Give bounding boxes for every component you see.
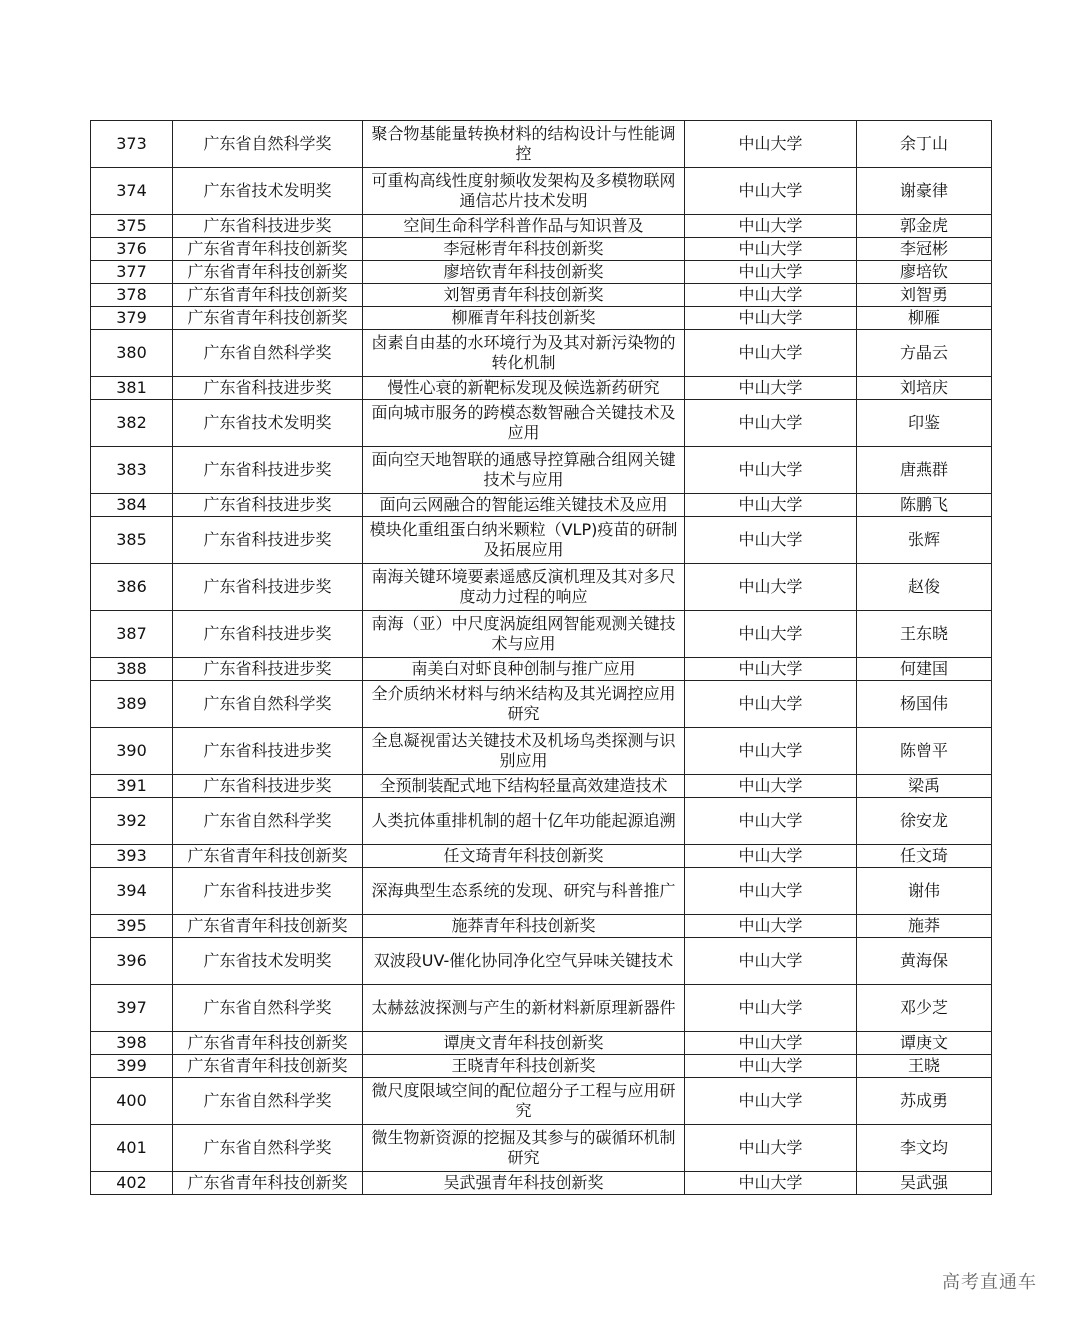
cell-person: 柳雁: [857, 307, 992, 330]
cell-person: 刘培庆: [857, 377, 992, 400]
table-row: [91, 1078, 992, 1125]
table-row: [91, 1032, 992, 1055]
cell-project: 柳雁青年科技创新奖: [363, 307, 685, 330]
table-row: [91, 798, 992, 845]
cell-person: 余丁山: [857, 121, 992, 168]
cell-person: 谢伟: [857, 868, 992, 915]
cell-no: 381: [91, 377, 173, 400]
cell-project: 廖培钦青年科技创新奖: [363, 261, 685, 284]
table-row: [91, 564, 992, 611]
cell-person: 陈鹏飞: [857, 494, 992, 517]
cell-project: 人类抗体重排机制的超十亿年功能起源追溯: [363, 798, 685, 845]
cell-no: 383: [91, 447, 173, 494]
cell-project: 全息凝视雷达关键技术及机场鸟类探测与识别应用: [363, 728, 685, 775]
cell-award: 广东省科技进步奖: [173, 494, 363, 517]
cell-project: 微生物新资源的挖掘及其参与的碳循环机制研究: [363, 1125, 685, 1172]
cell-unit: 中山大学: [685, 728, 857, 775]
cell-project: 面向云网融合的智能运维关键技术及应用: [363, 494, 685, 517]
cell-award: 广东省科技进步奖: [173, 611, 363, 658]
cell-unit: 中山大学: [685, 1125, 857, 1172]
cell-unit: 中山大学: [685, 681, 857, 728]
table-row: [91, 845, 992, 868]
cell-unit: 中山大学: [685, 400, 857, 447]
cell-no: 374: [91, 168, 173, 215]
cell-unit: 中山大学: [685, 238, 857, 261]
cell-no: 391: [91, 775, 173, 798]
cell-person: 徐安龙: [857, 798, 992, 845]
table-row: [91, 307, 992, 330]
cell-project: 全预制装配式地下结构轻量高效建造技术: [363, 775, 685, 798]
cell-person: 杨国伟: [857, 681, 992, 728]
cell-award: 广东省自然科学奖: [173, 985, 363, 1032]
cell-unit: 中山大学: [685, 845, 857, 868]
table-row: [91, 261, 992, 284]
cell-award: 广东省青年科技创新奖: [173, 845, 363, 868]
cell-person: 方晶云: [857, 330, 992, 377]
cell-award: 广东省自然科学奖: [173, 121, 363, 168]
cell-person: 刘智勇: [857, 284, 992, 307]
cell-unit: 中山大学: [685, 330, 857, 377]
cell-unit: 中山大学: [685, 775, 857, 798]
table-row: [91, 775, 992, 798]
cell-unit: 中山大学: [685, 915, 857, 938]
cell-no: 397: [91, 985, 173, 1032]
table-row: [91, 400, 992, 447]
table-row: [91, 121, 992, 168]
cell-no: 382: [91, 400, 173, 447]
cell-unit: 中山大学: [685, 121, 857, 168]
cell-award: 广东省科技进步奖: [173, 447, 363, 494]
cell-no: 384: [91, 494, 173, 517]
cell-project: 微尺度限域空间的配位超分子工程与应用研究: [363, 1078, 685, 1125]
cell-award: 广东省自然科学奖: [173, 330, 363, 377]
cell-award: 广东省科技进步奖: [173, 868, 363, 915]
cell-person: 吴武强: [857, 1172, 992, 1195]
cell-person: 邓少芝: [857, 985, 992, 1032]
cell-no: 398: [91, 1032, 173, 1055]
cell-project: 全介质纳米材料与纳米结构及其光调控应用研究: [363, 681, 685, 728]
cell-no: 401: [91, 1125, 173, 1172]
cell-award: 广东省技术发明奖: [173, 168, 363, 215]
table-row: [91, 1172, 992, 1195]
cell-project: 面向空天地智联的通感导控算融合组网关键技术与应用: [363, 447, 685, 494]
cell-award: 广东省科技进步奖: [173, 775, 363, 798]
cell-project: 南海（亚）中尺度涡旋组网智能观测关键技术与应用: [363, 611, 685, 658]
cell-award: 广东省青年科技创新奖: [173, 238, 363, 261]
cell-unit: 中山大学: [685, 1172, 857, 1195]
cell-unit: 中山大学: [685, 1032, 857, 1055]
cell-no: 373: [91, 121, 173, 168]
cell-no: 389: [91, 681, 173, 728]
cell-person: 施莽: [857, 915, 992, 938]
cell-no: 385: [91, 517, 173, 564]
table-row: [91, 611, 992, 658]
cell-no: 378: [91, 284, 173, 307]
cell-project: 谭庚文青年科技创新奖: [363, 1032, 685, 1055]
cell-project: 李冠彬青年科技创新奖: [363, 238, 685, 261]
table-row: [91, 938, 992, 985]
cell-no: 392: [91, 798, 173, 845]
cell-unit: 中山大学: [685, 868, 857, 915]
cell-unit: 中山大学: [685, 261, 857, 284]
cell-project: 模块化重组蛋白纳米颗粒（VLP)疫苗的研制及拓展应用: [363, 517, 685, 564]
cell-award: 广东省科技进步奖: [173, 728, 363, 775]
cell-unit: 中山大学: [685, 284, 857, 307]
cell-award: 广东省科技进步奖: [173, 564, 363, 611]
cell-unit: 中山大学: [685, 517, 857, 564]
cell-project: 南海关键环境要素遥感反演机理及其对多尺度动力过程的响应: [363, 564, 685, 611]
cell-person: 任文琦: [857, 845, 992, 868]
cell-no: 379: [91, 307, 173, 330]
table-row: [91, 658, 992, 681]
cell-project: 吴武强青年科技创新奖: [363, 1172, 685, 1195]
cell-project: 刘智勇青年科技创新奖: [363, 284, 685, 307]
cell-unit: 中山大学: [685, 985, 857, 1032]
table-row: [91, 728, 992, 775]
cell-project: 面向城市服务的跨模态数智融合关键技术及应用: [363, 400, 685, 447]
cell-person: 李文均: [857, 1125, 992, 1172]
table-row: [91, 681, 992, 728]
cell-project: 卤素自由基的水环境行为及其对新污染物的转化机制: [363, 330, 685, 377]
table-row: [91, 494, 992, 517]
cell-award: 广东省青年科技创新奖: [173, 284, 363, 307]
cell-unit: 中山大学: [685, 215, 857, 238]
cell-award: 广东省自然科学奖: [173, 798, 363, 845]
cell-unit: 中山大学: [685, 798, 857, 845]
cell-project: 太赫兹波探测与产生的新材料新原理新器件: [363, 985, 685, 1032]
cell-no: 377: [91, 261, 173, 284]
cell-unit: 中山大学: [685, 564, 857, 611]
cell-award: 广东省青年科技创新奖: [173, 261, 363, 284]
cell-no: 380: [91, 330, 173, 377]
cell-no: 395: [91, 915, 173, 938]
cell-person: 谢豪律: [857, 168, 992, 215]
cell-unit: 中山大学: [685, 377, 857, 400]
cell-award: 广东省青年科技创新奖: [173, 1172, 363, 1195]
cell-project: 任文琦青年科技创新奖: [363, 845, 685, 868]
cell-person: 唐燕群: [857, 447, 992, 494]
table-row: [91, 330, 992, 377]
cell-person: 廖培钦: [857, 261, 992, 284]
cell-person: 郭金虎: [857, 215, 992, 238]
cell-no: 396: [91, 938, 173, 985]
watermark: 高考直通车: [942, 1272, 1037, 1293]
cell-person: 赵俊: [857, 564, 992, 611]
cell-award: 广东省科技进步奖: [173, 517, 363, 564]
cell-project: 深海典型生态系统的发现、研究与科普推广: [363, 868, 685, 915]
cell-no: 375: [91, 215, 173, 238]
cell-project: 南美白对虾良种创制与推广应用: [363, 658, 685, 681]
cell-award: 广东省青年科技创新奖: [173, 307, 363, 330]
cell-unit: 中山大学: [685, 938, 857, 985]
table-row: [91, 284, 992, 307]
cell-unit: 中山大学: [685, 447, 857, 494]
cell-no: 402: [91, 1172, 173, 1195]
cell-award: 广东省科技进步奖: [173, 215, 363, 238]
cell-award: 广东省青年科技创新奖: [173, 1032, 363, 1055]
award-table: [90, 120, 992, 1195]
cell-award: 广东省科技进步奖: [173, 658, 363, 681]
cell-project: 聚合物基能量转换材料的结构设计与性能调控: [363, 121, 685, 168]
cell-award: 广东省自然科学奖: [173, 1125, 363, 1172]
cell-award: 广东省自然科学奖: [173, 681, 363, 728]
cell-project: 王晓青年科技创新奖: [363, 1055, 685, 1078]
cell-unit: 中山大学: [685, 1055, 857, 1078]
cell-unit: 中山大学: [685, 658, 857, 681]
cell-no: 399: [91, 1055, 173, 1078]
cell-award: 广东省自然科学奖: [173, 1078, 363, 1125]
table-row: [91, 215, 992, 238]
cell-no: 388: [91, 658, 173, 681]
table-row: [91, 915, 992, 938]
cell-person: 苏成勇: [857, 1078, 992, 1125]
cell-person: 李冠彬: [857, 238, 992, 261]
table-row: [91, 1125, 992, 1172]
cell-person: 何建国: [857, 658, 992, 681]
cell-unit: 中山大学: [685, 168, 857, 215]
table-row: [91, 868, 992, 915]
cell-project: 双波段UV-催化协同净化空气异味关键技术: [363, 938, 685, 985]
cell-award: 广东省科技进步奖: [173, 377, 363, 400]
cell-award: 广东省技术发明奖: [173, 938, 363, 985]
cell-project: 施莽青年科技创新奖: [363, 915, 685, 938]
cell-no: 390: [91, 728, 173, 775]
table-row: [91, 985, 992, 1032]
cell-person: 印鉴: [857, 400, 992, 447]
table-row: [91, 1055, 992, 1078]
cell-no: 386: [91, 564, 173, 611]
cell-project: 慢性心衰的新靶标发现及候选新药研究: [363, 377, 685, 400]
cell-no: 387: [91, 611, 173, 658]
cell-person: 陈曾平: [857, 728, 992, 775]
cell-person: 王东晓: [857, 611, 992, 658]
table-row: [91, 168, 992, 215]
cell-award: 广东省技术发明奖: [173, 400, 363, 447]
cell-person: 谭庚文: [857, 1032, 992, 1055]
cell-unit: 中山大学: [685, 1078, 857, 1125]
cell-person: 梁禹: [857, 775, 992, 798]
cell-unit: 中山大学: [685, 494, 857, 517]
cell-person: 张辉: [857, 517, 992, 564]
table-row: [91, 377, 992, 400]
cell-no: 376: [91, 238, 173, 261]
cell-project: 可重构高线性度射频收发架构及多模物联网通信芯片技术发明: [363, 168, 685, 215]
cell-no: 400: [91, 1078, 173, 1125]
table-row: [91, 517, 992, 564]
cell-no: 394: [91, 868, 173, 915]
cell-award: 广东省青年科技创新奖: [173, 1055, 363, 1078]
cell-person: 王晓: [857, 1055, 992, 1078]
cell-no: 393: [91, 845, 173, 868]
cell-person: 黄海保: [857, 938, 992, 985]
table-row: [91, 447, 992, 494]
cell-unit: 中山大学: [685, 307, 857, 330]
cell-unit: 中山大学: [685, 611, 857, 658]
cell-award: 广东省青年科技创新奖: [173, 915, 363, 938]
table-row: [91, 238, 992, 261]
cell-project: 空间生命科学科普作品与知识普及: [363, 215, 685, 238]
